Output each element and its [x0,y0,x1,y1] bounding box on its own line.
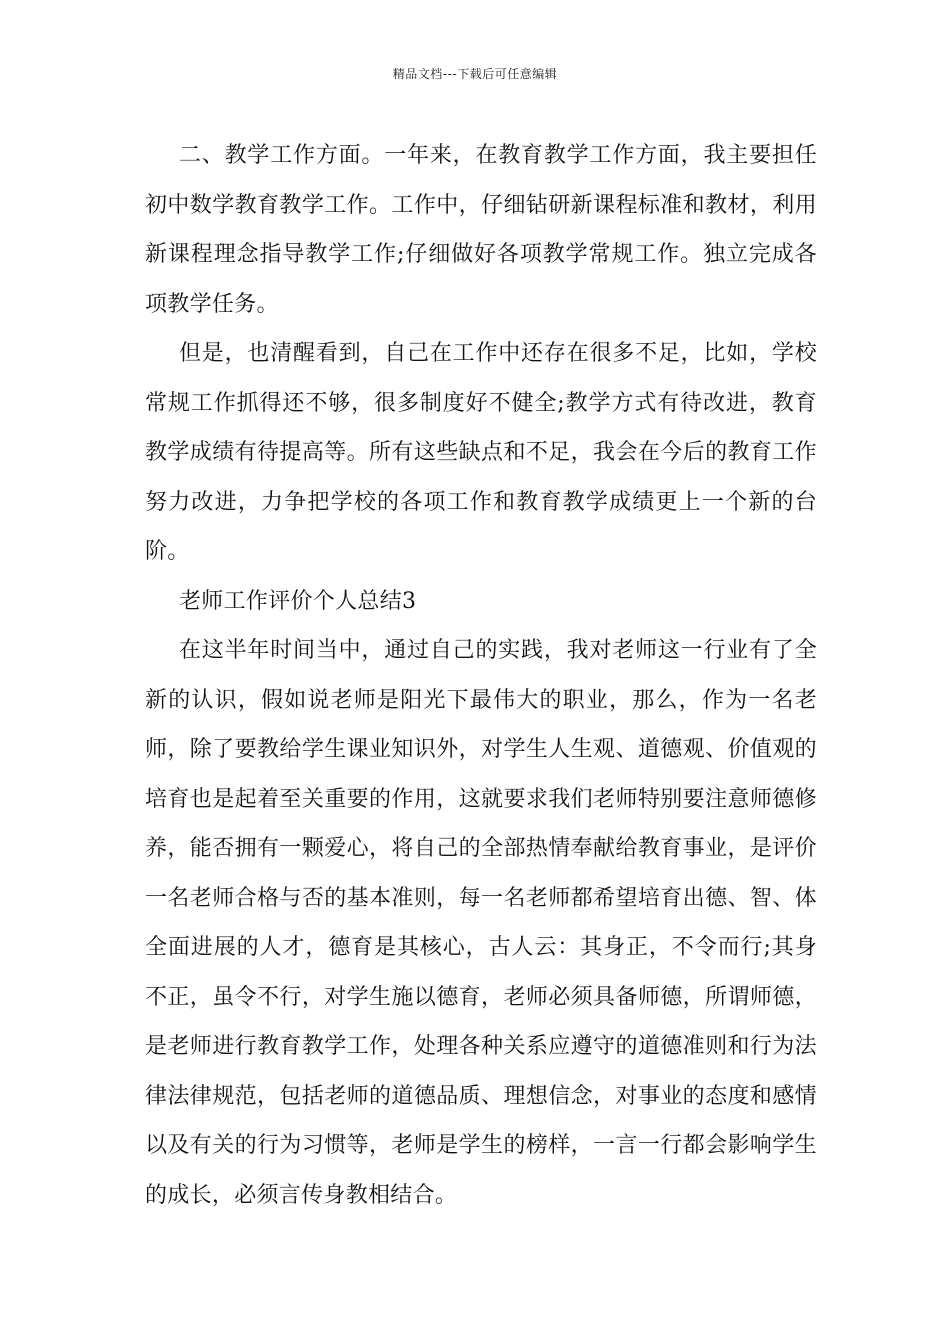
paragraph-teaching-work: 二、教学工作方面。一年来，在教育教学工作方面，我主要担任初中数学教育教学工作。工作中，仔细钻研新课程标准和教材，利用新课程理念指导教学工作;仔细做好各项教学常规工作。独立完成各项教学任务。 [145,143,817,317]
paragraph-teacher-ethics: 在这半年时间当中，通过自己的实践，我对老师这一行业有了全新的认识，假如说老师是阳光下最伟大的职业，那么，作为一名老师，除了要教给学生课业知识外，对学生人生观、道德观、价值观的培育也是起着至关重要的作用，这就要求我们老师特别要注意师德修养，能否拥有一颗爱心，将自己的全部热情奉献给教育事业，是评价一名老师合格与否的基本准则，每一名老师都希望培育出德、智、体全面进展的人才，德育是其核心，古人云：其身正，不令而行;其身不正，虽令不行，对学生施以德育，老师必须具备师德，所谓师德，是老师进行教育教学工作，处理各种关系应遵守的道德准则和行为法律法律规范，包括老师的道德品质、理想信念，对事业的态度和感情以及有关的行为习惯等，老师是学生的榜样，一言一行都会影响学生的成长，必须言传身教相结合。 [145,638,817,1208]
paragraph-shortcomings: 但是，也清醒看到，自己在工作中还存在很多不足，比如，学校常规工作抓得还不够，很多制度好不健全;教学方式有待改进，教育教学成绩有待提高等。所有这些缺点和不足，我会在今后的教育工作努力改进，力争把学校的各项工作和教育教学成绩更上一个新的台阶。 [145,341,817,564]
document-body [145,131,817,1220]
section-heading: 老师工作评价个人总结3 [179,588,417,614]
page-header: 精品文档---下载后可任意编辑 [392,67,558,81]
